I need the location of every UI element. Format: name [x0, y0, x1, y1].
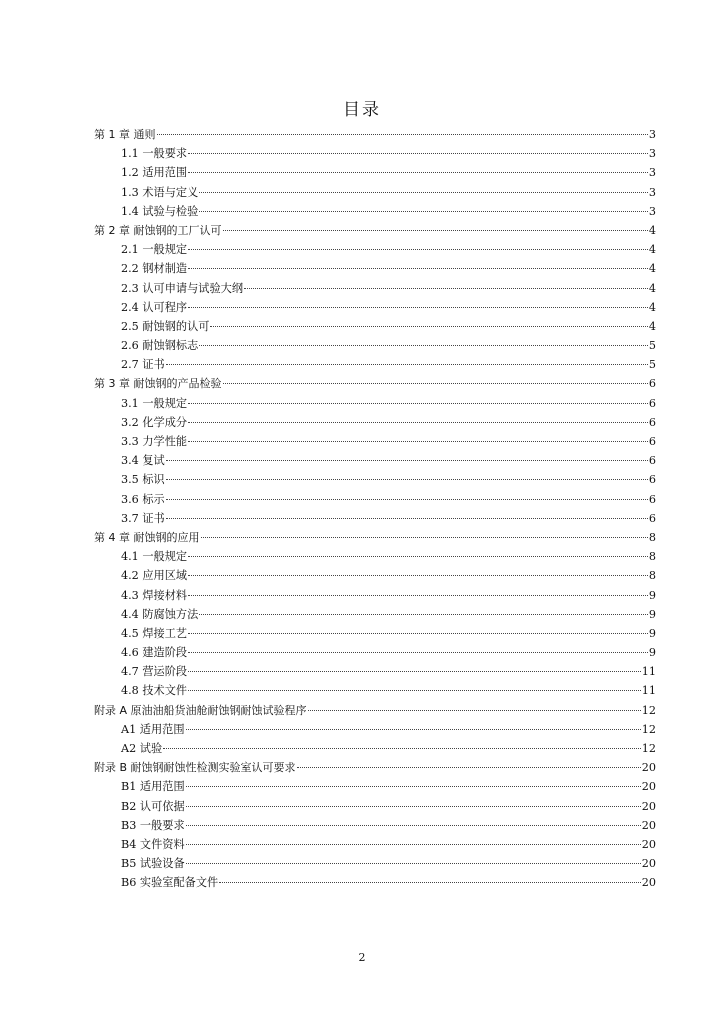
dot-leader: [219, 882, 641, 883]
dot-leader: [186, 729, 641, 730]
dot-leader: [199, 614, 648, 615]
dot-leader: [166, 499, 648, 500]
dot-leader: [199, 192, 648, 193]
toc-entry-label: 3.1 一般规定: [121, 396, 188, 410]
toc-section-entry[interactable]: [94, 259, 656, 278]
toc-entry-label: A1 适用范围: [121, 722, 185, 736]
toc-entry-label: 2.1 一般规定: [121, 243, 188, 257]
toc-section-entry[interactable]: [94, 816, 656, 835]
toc-section-entry[interactable]: [94, 336, 656, 355]
toc-section-entry[interactable]: [94, 586, 656, 605]
dot-leader: [188, 403, 648, 404]
toc-entry-label: 第 4 章 耐蚀钢的应用: [94, 530, 200, 544]
toc-section-entry[interactable]: [94, 566, 656, 585]
dot-leader: [188, 652, 648, 653]
toc-entry-page: 3: [648, 185, 656, 199]
toc-entry-page: 4: [648, 223, 656, 237]
dot-leader: [186, 786, 641, 787]
toc-entry-label: 4.8 技术文件: [121, 684, 188, 698]
toc-chapter-entry[interactable]: [94, 701, 656, 720]
toc-entry-label: B2 认可依据: [121, 799, 185, 813]
toc-chapter-entry[interactable]: [94, 528, 656, 547]
toc-section-entry[interactable]: [94, 547, 656, 566]
toc-entry-page: 4: [648, 281, 656, 295]
toc-section-entry[interactable]: [94, 509, 656, 528]
toc-entry-page: 5: [648, 339, 656, 353]
toc-entry-page: 8: [648, 550, 656, 564]
toc-entry-page: 9: [648, 646, 656, 660]
dot-leader: [166, 364, 648, 365]
dot-leader: [186, 806, 641, 807]
dot-leader: [186, 825, 641, 826]
toc-entry-label: B5 试验设备: [121, 857, 185, 871]
toc-entry-label: 4.3 焊接材料: [121, 588, 188, 602]
toc-chapter-entry[interactable]: [94, 758, 656, 777]
toc-entry-page: 8: [648, 530, 656, 544]
toc-section-entry[interactable]: [94, 144, 656, 163]
toc-entry-label: 1.3 术语与定义: [121, 185, 199, 199]
toc-entry-page: 3: [648, 166, 656, 180]
toc-entry-label: 2.3 认可申请与试验大纲: [121, 281, 244, 295]
toc-section-entry[interactable]: [94, 432, 656, 451]
toc-entry-label: 第 2 章 耐蚀钢的工厂认可: [94, 223, 222, 237]
toc-entry-page: 12: [641, 742, 656, 755]
toc-entry-label: 附录 A 原油油船货油舱耐蚀钢耐蚀试验程序: [94, 703, 307, 717]
toc-section-entry[interactable]: [94, 662, 656, 681]
dot-leader: [223, 383, 648, 384]
toc-entry-page: 12: [641, 703, 656, 717]
toc-section-entry[interactable]: [94, 413, 656, 432]
toc-entry-page: 6: [648, 473, 656, 487]
toc-section-entry[interactable]: [94, 298, 656, 317]
dot-leader: [186, 863, 641, 864]
toc-entry-label: 3.7 证书: [121, 511, 165, 525]
toc-entry-page: 6: [648, 511, 656, 525]
toc-section-entry[interactable]: [94, 355, 656, 374]
dot-leader: [188, 556, 648, 557]
toc-entry-page: 5: [648, 358, 656, 372]
toc-entry-page: 3: [648, 147, 656, 161]
page-number: 2: [358, 951, 366, 964]
dot-leader: [199, 345, 648, 346]
toc-entry-page: 9: [648, 626, 656, 640]
toc-entry-label: 2.6 耐蚀钢标志: [121, 339, 199, 353]
toc-entry-label: 3.5 标识: [121, 473, 165, 487]
toc-entry-label: 第 3 章 耐蚀钢的产品检验: [94, 377, 222, 391]
dot-leader: [199, 211, 648, 212]
toc-section-entry[interactable]: [94, 854, 656, 873]
toc-entry-page: 6: [648, 492, 656, 506]
toc-entry-page: 20: [641, 818, 656, 832]
dot-leader: [166, 518, 648, 519]
toc-entry-label: 3.6 标示: [121, 492, 165, 506]
toc-entry-page: 4: [648, 319, 656, 333]
toc-entry-page: 6: [648, 454, 656, 468]
dot-leader: [244, 288, 648, 289]
toc-entry-page: 4: [648, 243, 656, 257]
toc-entry-label: 第 1 章 通则: [94, 128, 156, 141]
toc-entry-page: 20: [641, 857, 656, 871]
toc-chapter-entry[interactable]: [94, 125, 656, 144]
dot-leader: [223, 230, 648, 231]
toc-section-entry[interactable]: [94, 279, 656, 298]
dot-leader: [188, 595, 648, 596]
toc-section-entry[interactable]: [94, 451, 656, 470]
toc-section-entry[interactable]: [94, 624, 656, 643]
toc-section-entry[interactable]: [94, 163, 656, 182]
toc-chapter-entry[interactable]: [94, 374, 656, 393]
toc-entry-label: B1 适用范围: [121, 780, 185, 794]
toc-entry-label: 1.2 适用范围: [121, 166, 188, 180]
toc-entry-page: 4: [648, 262, 656, 276]
dot-leader: [188, 153, 648, 154]
toc-section-entry[interactable]: [94, 183, 656, 202]
toc-title: 目录: [343, 100, 381, 120]
dot-leader: [188, 307, 648, 308]
toc-entry-page: 11: [641, 684, 656, 698]
toc-section-entry[interactable]: [94, 777, 656, 796]
toc-entry-page: 20: [641, 799, 656, 813]
toc-section-entry[interactable]: [94, 643, 656, 662]
toc-entry-label: 4.7 营运阶段: [121, 665, 188, 679]
toc-entry-label: 4.5 焊接工艺: [121, 626, 188, 640]
toc-entry-page: 8: [648, 569, 656, 583]
dot-leader: [188, 172, 648, 173]
toc-section-entry[interactable]: [94, 605, 656, 624]
toc-entry-label: A2 试验: [121, 742, 163, 755]
toc-entry-page: 6: [648, 377, 656, 391]
toc-entry-page: 4: [648, 300, 656, 314]
toc-entry-label: 3.3 力学性能: [121, 435, 188, 448]
dot-leader: [201, 537, 648, 538]
dot-leader: [166, 460, 648, 461]
dot-leader: [188, 575, 648, 576]
toc-section-entry[interactable]: [94, 797, 656, 816]
toc-entry-label: B6 实验室配备文件: [121, 876, 219, 890]
toc-section-entry[interactable]: [94, 490, 656, 509]
toc-entry-page: 20: [641, 780, 656, 794]
dot-leader: [308, 710, 641, 711]
dot-leader: [188, 690, 641, 691]
dot-leader: [157, 134, 648, 135]
toc-entry-label: 2.4 认可程序: [121, 300, 188, 314]
dot-leader: [163, 748, 641, 749]
dot-leader: [186, 844, 641, 845]
toc-section-entry[interactable]: [94, 873, 656, 892]
toc-entry-page: 9: [648, 607, 656, 621]
toc-entry-label: 2.7 证书: [121, 358, 165, 372]
toc-section-entry[interactable]: [94, 720, 656, 739]
dot-leader: [188, 422, 648, 423]
toc-entry-page: 6: [648, 415, 656, 429]
toc-entry-page: 9: [648, 588, 656, 602]
toc-entry-page: 20: [641, 876, 656, 890]
toc-entry-label: B3 一般要求: [121, 818, 185, 832]
toc-entry-label: 4.6 建造阶段: [121, 646, 188, 660]
toc-entry-label: 4.4 防腐蚀方法: [121, 607, 199, 621]
dot-leader: [188, 249, 648, 250]
dot-leader: [297, 767, 641, 768]
toc-section-entry[interactable]: [94, 835, 656, 854]
toc-entry-label: B4 文件资料: [121, 837, 185, 851]
dot-leader: [210, 326, 647, 327]
toc-section-entry[interactable]: [94, 470, 656, 489]
toc-entry-label: 2.2 钢材制造: [121, 262, 188, 276]
toc-entry-label: 2.5 耐蚀钢的认可: [121, 319, 210, 333]
dot-leader: [188, 268, 648, 269]
toc-entry-label: 3.2 化学成分: [121, 415, 188, 429]
dot-leader: [188, 441, 648, 442]
toc-entry-page: 3: [648, 128, 656, 141]
toc-entry-label: 1.4 试验与检验: [121, 204, 199, 218]
dot-leader: [188, 671, 641, 672]
toc-section-entry[interactable]: [94, 394, 656, 413]
toc-section-entry[interactable]: [94, 317, 656, 336]
toc-entry-page: 20: [641, 837, 656, 851]
toc-entry-page: 6: [648, 435, 656, 448]
toc-entry-label: 3.4 复试: [121, 454, 165, 468]
toc-entry-page: 11: [641, 665, 656, 679]
toc-section-entry[interactable]: [94, 739, 656, 758]
toc-entry-page: 20: [641, 761, 656, 775]
toc-section-entry[interactable]: [94, 681, 656, 700]
toc-entry-label: 附录 B 耐蚀钢耐蚀性检测实验室认可要求: [94, 761, 296, 775]
toc-entry-label: 1.1 一般要求: [121, 147, 188, 161]
dot-leader: [188, 633, 648, 634]
toc-section-entry[interactable]: [94, 240, 656, 259]
toc-entry-label: 4.1 一般规定: [121, 550, 188, 564]
toc-entry-label: 4.2 应用区域: [121, 569, 188, 583]
table-of-contents: [94, 125, 656, 893]
toc-entry-page: 12: [641, 722, 656, 736]
toc-entry-page: 3: [648, 204, 656, 218]
toc-section-entry[interactable]: [94, 202, 656, 221]
toc-entry-page: 6: [648, 396, 656, 410]
dot-leader: [166, 479, 648, 480]
toc-chapter-entry[interactable]: [94, 221, 656, 240]
